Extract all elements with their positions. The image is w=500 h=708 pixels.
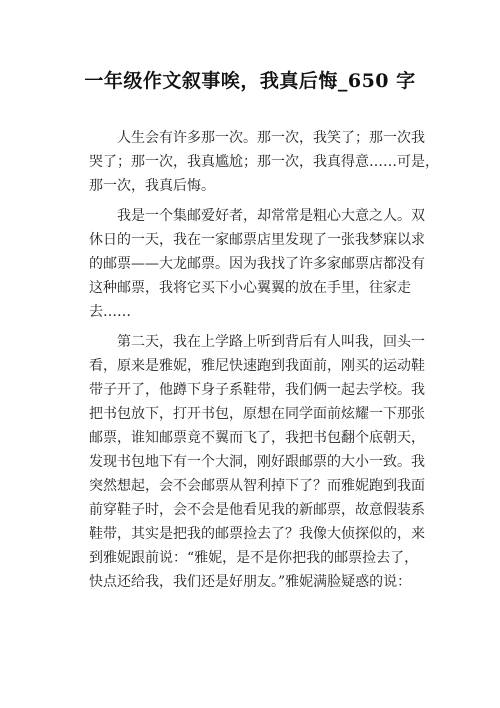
paragraph-line: 突然想起，会不会邮票从智利掉下了？而雅妮跑到我面 [89, 478, 425, 494]
paragraph-line: 带子开了，他蹲下身子系鞋带，我们俩一起去学校。我 [89, 382, 425, 398]
paragraph-line: 哭了；那一次，我真尴尬；那一次，我真得意……可是， [89, 154, 439, 170]
paragraph-line: 这种邮票，我将它买下小心翼翼的放在手里，往家走 [89, 280, 411, 296]
paragraph-2 [89, 204, 425, 324]
paragraph-line: 那一次，我真后悔。 [89, 178, 215, 194]
paragraph-line: 到雅妮跟前说：“雅妮，是不是你把我的邮票捡去了， [89, 550, 419, 566]
paragraph-line: 去…… [89, 304, 131, 320]
paragraph-line: 快点还给我，我们还是好朋友。”雅妮满脸疑惑的说： [89, 574, 412, 590]
document-body [89, 126, 439, 594]
paragraph-line: 把书包放下，打开书包，原想在同学面前炫耀一下那张 [89, 406, 425, 422]
paragraph-line: 发现书包地下有一个大洞，刚好跟邮票的大小一致。我 [89, 454, 425, 470]
paragraph-line: 休日的一天，我在一家邮票店里发现了一张我梦寐以求 [89, 232, 425, 248]
paragraph-line: 我是一个集邮爱好者，却常常是粗心大意之人。双 [117, 208, 425, 224]
paragraph-line: 前穿鞋子时，会不会是他看见我的新邮票，故意假装系 [89, 502, 425, 518]
paragraph-3 [89, 330, 425, 594]
paragraph-line: 邮票，谁知邮票竟不翼而飞了，我把书包翻个底朝天， [89, 430, 425, 446]
document-title: 一年级作文叙事唉，我真后悔_650 字 [84, 70, 416, 92]
paragraph-line: 人生会有许多那一次。那一次，我笑了；那一次我 [117, 130, 425, 146]
paragraph-line: 的邮票——大龙邮票。因为我找了许多家邮票店都没有 [89, 256, 425, 272]
paragraph-line: 鞋带，其实是把我的邮票捡去了？我像大侦探似的，来 [89, 526, 425, 542]
paragraph-line: 第二天，我在上学路上听到背后有人叫我，回头一 [117, 334, 425, 350]
paragraph-line: 看，原来是雅妮，雅尼快速跑到我面前，刚买的运动鞋 [89, 358, 425, 374]
paragraph-1 [89, 126, 439, 198]
